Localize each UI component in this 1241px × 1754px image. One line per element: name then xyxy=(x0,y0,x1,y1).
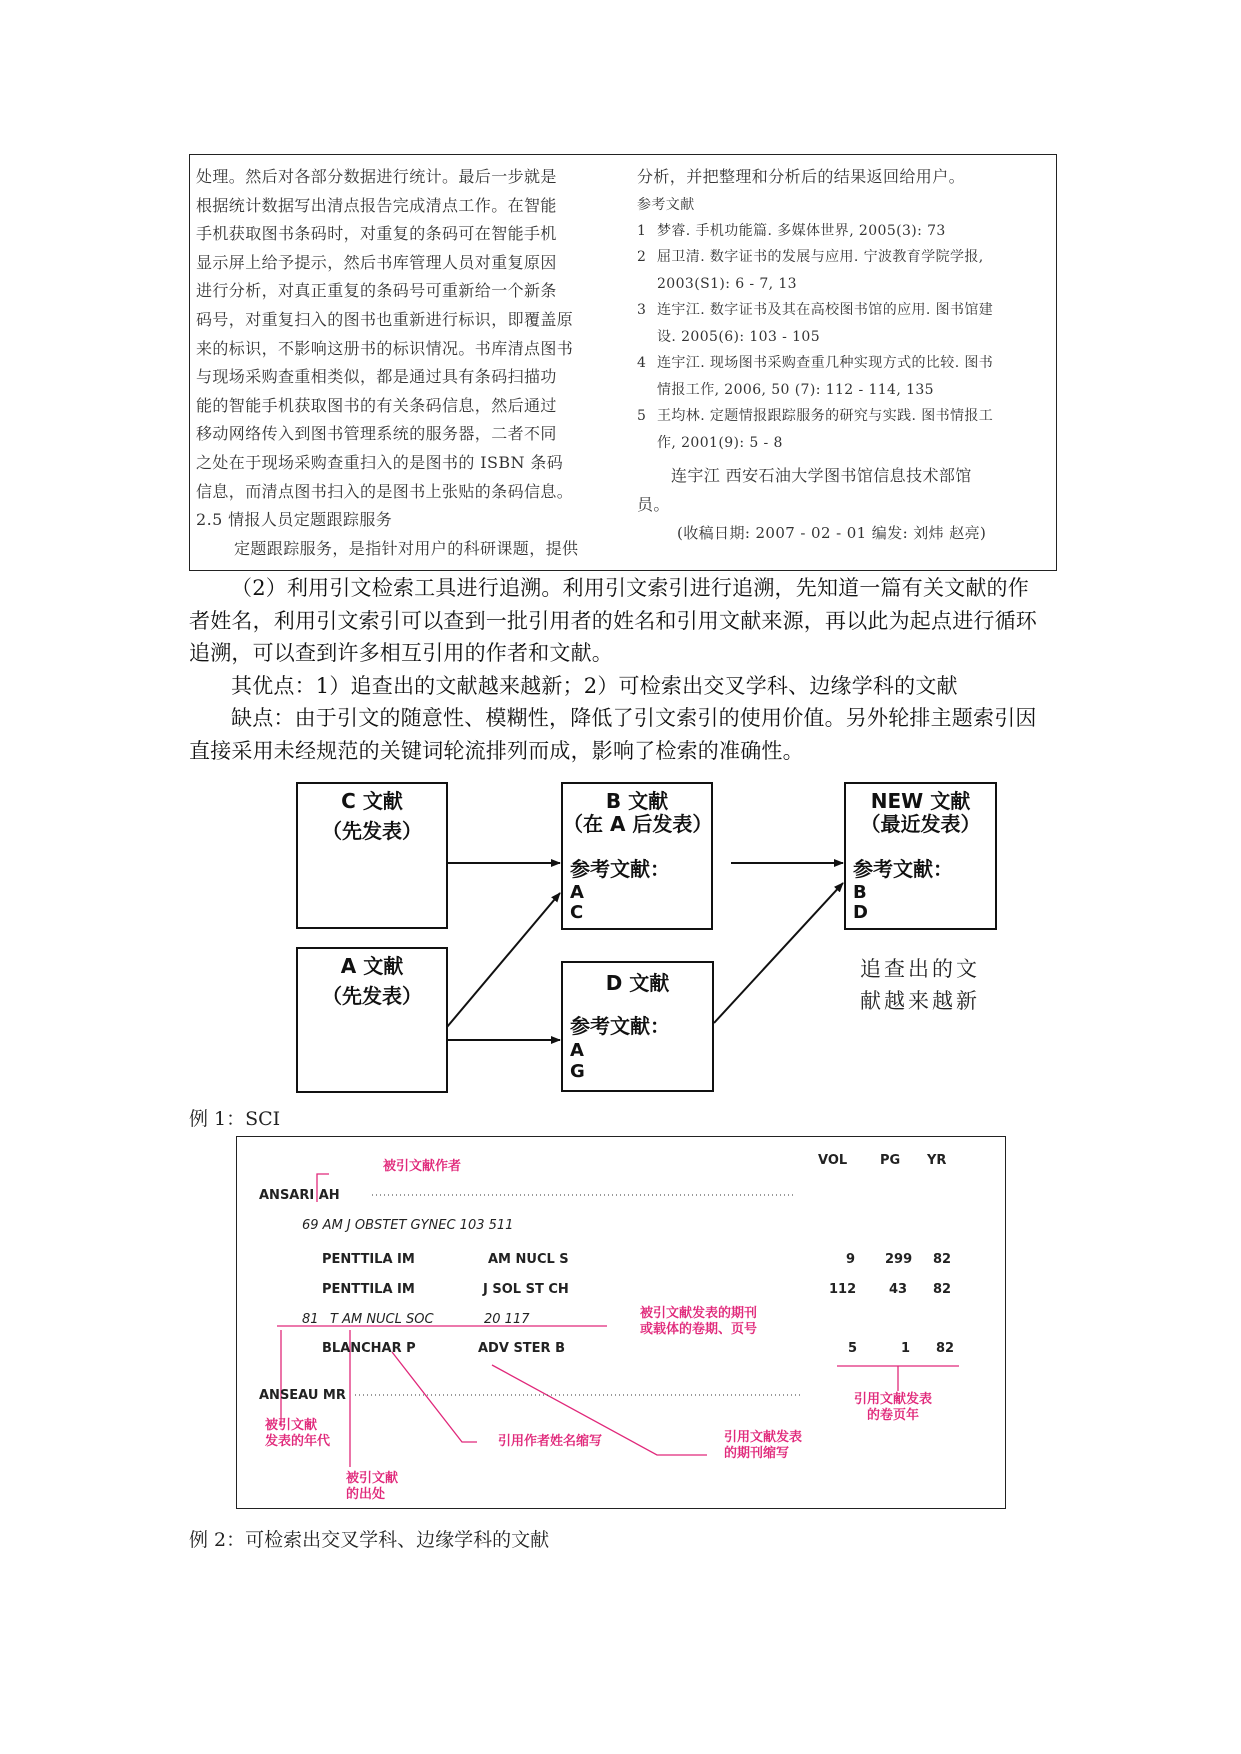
label-line: 的期刊缩写 xyxy=(724,1446,790,1461)
citing-yr: 82 xyxy=(933,1252,952,1267)
label-line: 被引文献发表的期刊 xyxy=(640,1306,758,1321)
document-subtitle: （最近发表） xyxy=(860,812,981,836)
example-1-caption: 例 1：SCI xyxy=(189,1108,281,1130)
citing-journal: ADV STER B xyxy=(478,1341,565,1356)
document-title: C 文献 xyxy=(341,789,403,813)
references-label: 参考文献： xyxy=(853,857,953,881)
reference-entry: A xyxy=(570,882,584,903)
reference-number: 4 xyxy=(637,355,647,372)
scan-line: 手机获取图书条码时，对重复的条码可在智能手机 xyxy=(196,224,557,244)
citing-author: PENTTILA IM xyxy=(322,1252,415,1267)
reference-text: 连宇江. 数字证书及其在高校图书馆的应用. 图书馆建 xyxy=(657,302,994,319)
citing-yr: 82 xyxy=(933,1282,952,1297)
scan-line: 与现场采购查重相类似，都是通过具有条码扫描功 xyxy=(196,367,557,387)
reference-entry: C xyxy=(570,902,584,923)
scan-line: 信息，而清点图书扫入的是图书上张贴的条码信息。 xyxy=(196,481,574,501)
label-line: 发表的年代 xyxy=(265,1434,331,1449)
author-bio: 员。 xyxy=(637,494,670,514)
cited-vol-page: 20 117 xyxy=(484,1312,530,1327)
citing-journal: AM NUCL S xyxy=(488,1252,569,1267)
label-line: 引用文献发表 xyxy=(724,1430,803,1445)
citing-pg: 1 xyxy=(901,1341,911,1356)
label-line: 或载体的卷期、页号 xyxy=(640,1322,758,1337)
scan-line: 能的智能手机获取图书的有关条码信息，然后通过 xyxy=(196,395,557,415)
scan-line: 进行分析，对真正重复的条码号可重新给一个新条 xyxy=(196,281,557,301)
citing-author: BLANCHAR P xyxy=(322,1341,416,1356)
cited-source: T AM NUCL SOC xyxy=(330,1312,434,1327)
label-journal-vol xyxy=(640,1306,757,1338)
citing-pg: 299 xyxy=(885,1252,913,1267)
reference-text: 王均林. 定题情报跟踪服务的研究与实践. 图书情报工 xyxy=(657,408,994,425)
paragraph-advantages: 其优点：1）追查出的文献越来越新；2）可检索出交叉学科、边缘学科的文献 xyxy=(231,673,958,698)
document-title: B 文献 xyxy=(605,789,669,813)
citing-vol: 5 xyxy=(848,1341,858,1356)
section-heading: 2.5 情报人员定题跟踪服务 xyxy=(196,510,393,530)
references-label: 参考文献： xyxy=(570,1014,670,1038)
document-subtitle: （先发表） xyxy=(322,819,422,843)
citing-vol: 112 xyxy=(829,1282,857,1297)
reference-entry: D xyxy=(853,902,868,923)
reference-number: 1 xyxy=(637,222,647,239)
reference-text: 设. 2005(6): 103 - 105 xyxy=(657,328,821,345)
reference-number: 5 xyxy=(637,408,647,425)
example-2-caption: 例 2：可检索出交叉学科、边缘学科的文献 xyxy=(189,1529,550,1551)
scan-line: 码号，对重复扫入的图书也重新进行标识，即覆盖原 xyxy=(196,309,574,329)
reference-text: 情报工作, 2006, 50 (7): 112 - 114, 135 xyxy=(657,381,934,398)
reference-entry: B xyxy=(853,882,867,903)
cited-author: ANSARI AH xyxy=(259,1188,340,1203)
scan-line: 之处在于现场采购查重扫入的是图书的 ISBN 条码 xyxy=(196,452,564,472)
citing-author: PENTTILA IM xyxy=(322,1282,415,1297)
citing-vol: 9 xyxy=(846,1252,856,1267)
cited-author: ANSEAU MR xyxy=(259,1388,346,1403)
document-d-box xyxy=(561,961,714,1092)
label-citing-author: 引用作者姓名缩写 xyxy=(498,1434,603,1449)
header-pg: PG xyxy=(880,1153,901,1168)
reference-number: 3 xyxy=(637,302,647,319)
paragraph-line: 直接采用未经规范的关键词轮流排列而成，影响了检索的准确性。 xyxy=(189,738,804,763)
label-citing-vol xyxy=(854,1392,932,1424)
document-a-box xyxy=(296,947,448,1093)
references-title: 参考文献 xyxy=(637,196,695,213)
scan-line: 来的标识，不影响这册书的标识情况。书库清点图书 xyxy=(196,338,574,358)
scan-line: 移动网络传入到图书管理系统的服务器，二者不同 xyxy=(196,424,557,444)
header-yr: YR xyxy=(927,1153,947,1168)
sci-index-figure xyxy=(236,1136,1006,1509)
reference-text: 屈卫清. 数字证书的发展与应用. 宁波教育学院学报, xyxy=(657,249,984,266)
scan-line: 根据统计数据写出清点报告完成清点工作。在智能 xyxy=(196,195,557,215)
document-title: D 文献 xyxy=(605,971,670,995)
reference-entry: G xyxy=(570,1061,585,1082)
document-title: A 文献 xyxy=(340,954,404,978)
label-citing-journal xyxy=(724,1430,802,1462)
header-vol: VOL xyxy=(818,1153,848,1168)
document-subtitle: （在 A 后发表） xyxy=(563,812,713,836)
arrow-d-to-new xyxy=(714,883,843,1023)
label-line: 引用文献发表 xyxy=(854,1392,933,1407)
document-new-box xyxy=(844,782,997,930)
cited-year: 81 xyxy=(302,1312,319,1327)
paragraph-line: 缺点：由于引文的随意性、模糊性，降低了引文索引的使用价值。另外轮排主题索引因 xyxy=(231,706,1037,730)
paragraph-line: 追溯，可以查到许多相互引用的作者和文献。 xyxy=(189,641,613,665)
reference-text: 作, 2001(9): 5 - 8 xyxy=(657,434,783,451)
label-line: 被引文献 xyxy=(346,1471,399,1486)
reference-text: 连宇江. 现场图书采购查重几种实现方式的比较. 图书 xyxy=(657,355,994,372)
note-line: 追查出的文 xyxy=(860,957,980,981)
diagram-note xyxy=(860,953,980,1017)
scan-line: 定题跟踪服务，是指针对用户的科研课题，提供 xyxy=(234,538,579,558)
label-line: 的出处 xyxy=(346,1487,386,1502)
label-year xyxy=(265,1418,330,1450)
label-line: 被引文献 xyxy=(265,1418,318,1433)
label-source xyxy=(346,1471,398,1503)
citing-yr: 82 xyxy=(936,1341,955,1356)
references-label: 参考文献： xyxy=(570,857,670,881)
leader-author-abbr xyxy=(392,1352,477,1442)
reference-text: 梦睿. 手机功能篇. 多媒体世界, 2005(3): 73 xyxy=(657,222,946,239)
scan-line: 处理。然后对各部分数据进行统计。最后一步就是 xyxy=(196,167,557,186)
reference-number: 2 xyxy=(637,249,647,266)
document-b-box xyxy=(561,782,713,930)
paragraph-line: （2）利用引文检索工具进行追溯。利用引文索引进行追溯，先知道一篇有关文献的作 xyxy=(231,576,1029,600)
received-date: (收稿日期: 2007 - 02 - 01 编发: 刘炜 赵亮) xyxy=(677,524,987,543)
document-subtitle: （先发表） xyxy=(322,984,422,1008)
label-line: 的卷页年 xyxy=(867,1408,920,1423)
author-bio: 连宇江 西安石油大学图书馆信息技术部馆 xyxy=(671,466,972,486)
citing-pg: 43 xyxy=(889,1282,908,1297)
reference-entry: A xyxy=(570,1040,584,1061)
note-line: 献越来越新 xyxy=(860,989,980,1013)
document-title: NEW 文献 xyxy=(870,789,971,813)
arrow-a-to-b xyxy=(447,893,560,1027)
citing-journal: J SOL ST CH xyxy=(483,1282,569,1297)
paragraph-line: 者姓名，利用引文索引可以查到一批引用者的姓名和引用文献来源，再以此为起点进行循环 xyxy=(189,608,1037,633)
reference-text: 2003(S1): 6 - 7, 13 xyxy=(657,275,797,292)
label-cited-author: 被引文献作者 xyxy=(383,1159,462,1174)
scan-line: 分析，并把整理和分析后的结果返回给用户。 xyxy=(637,167,966,186)
scan-line: 显示屏上给予提示，然后书库管理人员对重复原因 xyxy=(196,252,557,272)
cited-source: 69 AM J OBSTET GYNEC 103 511 xyxy=(302,1218,514,1233)
document-c-box xyxy=(296,782,448,929)
